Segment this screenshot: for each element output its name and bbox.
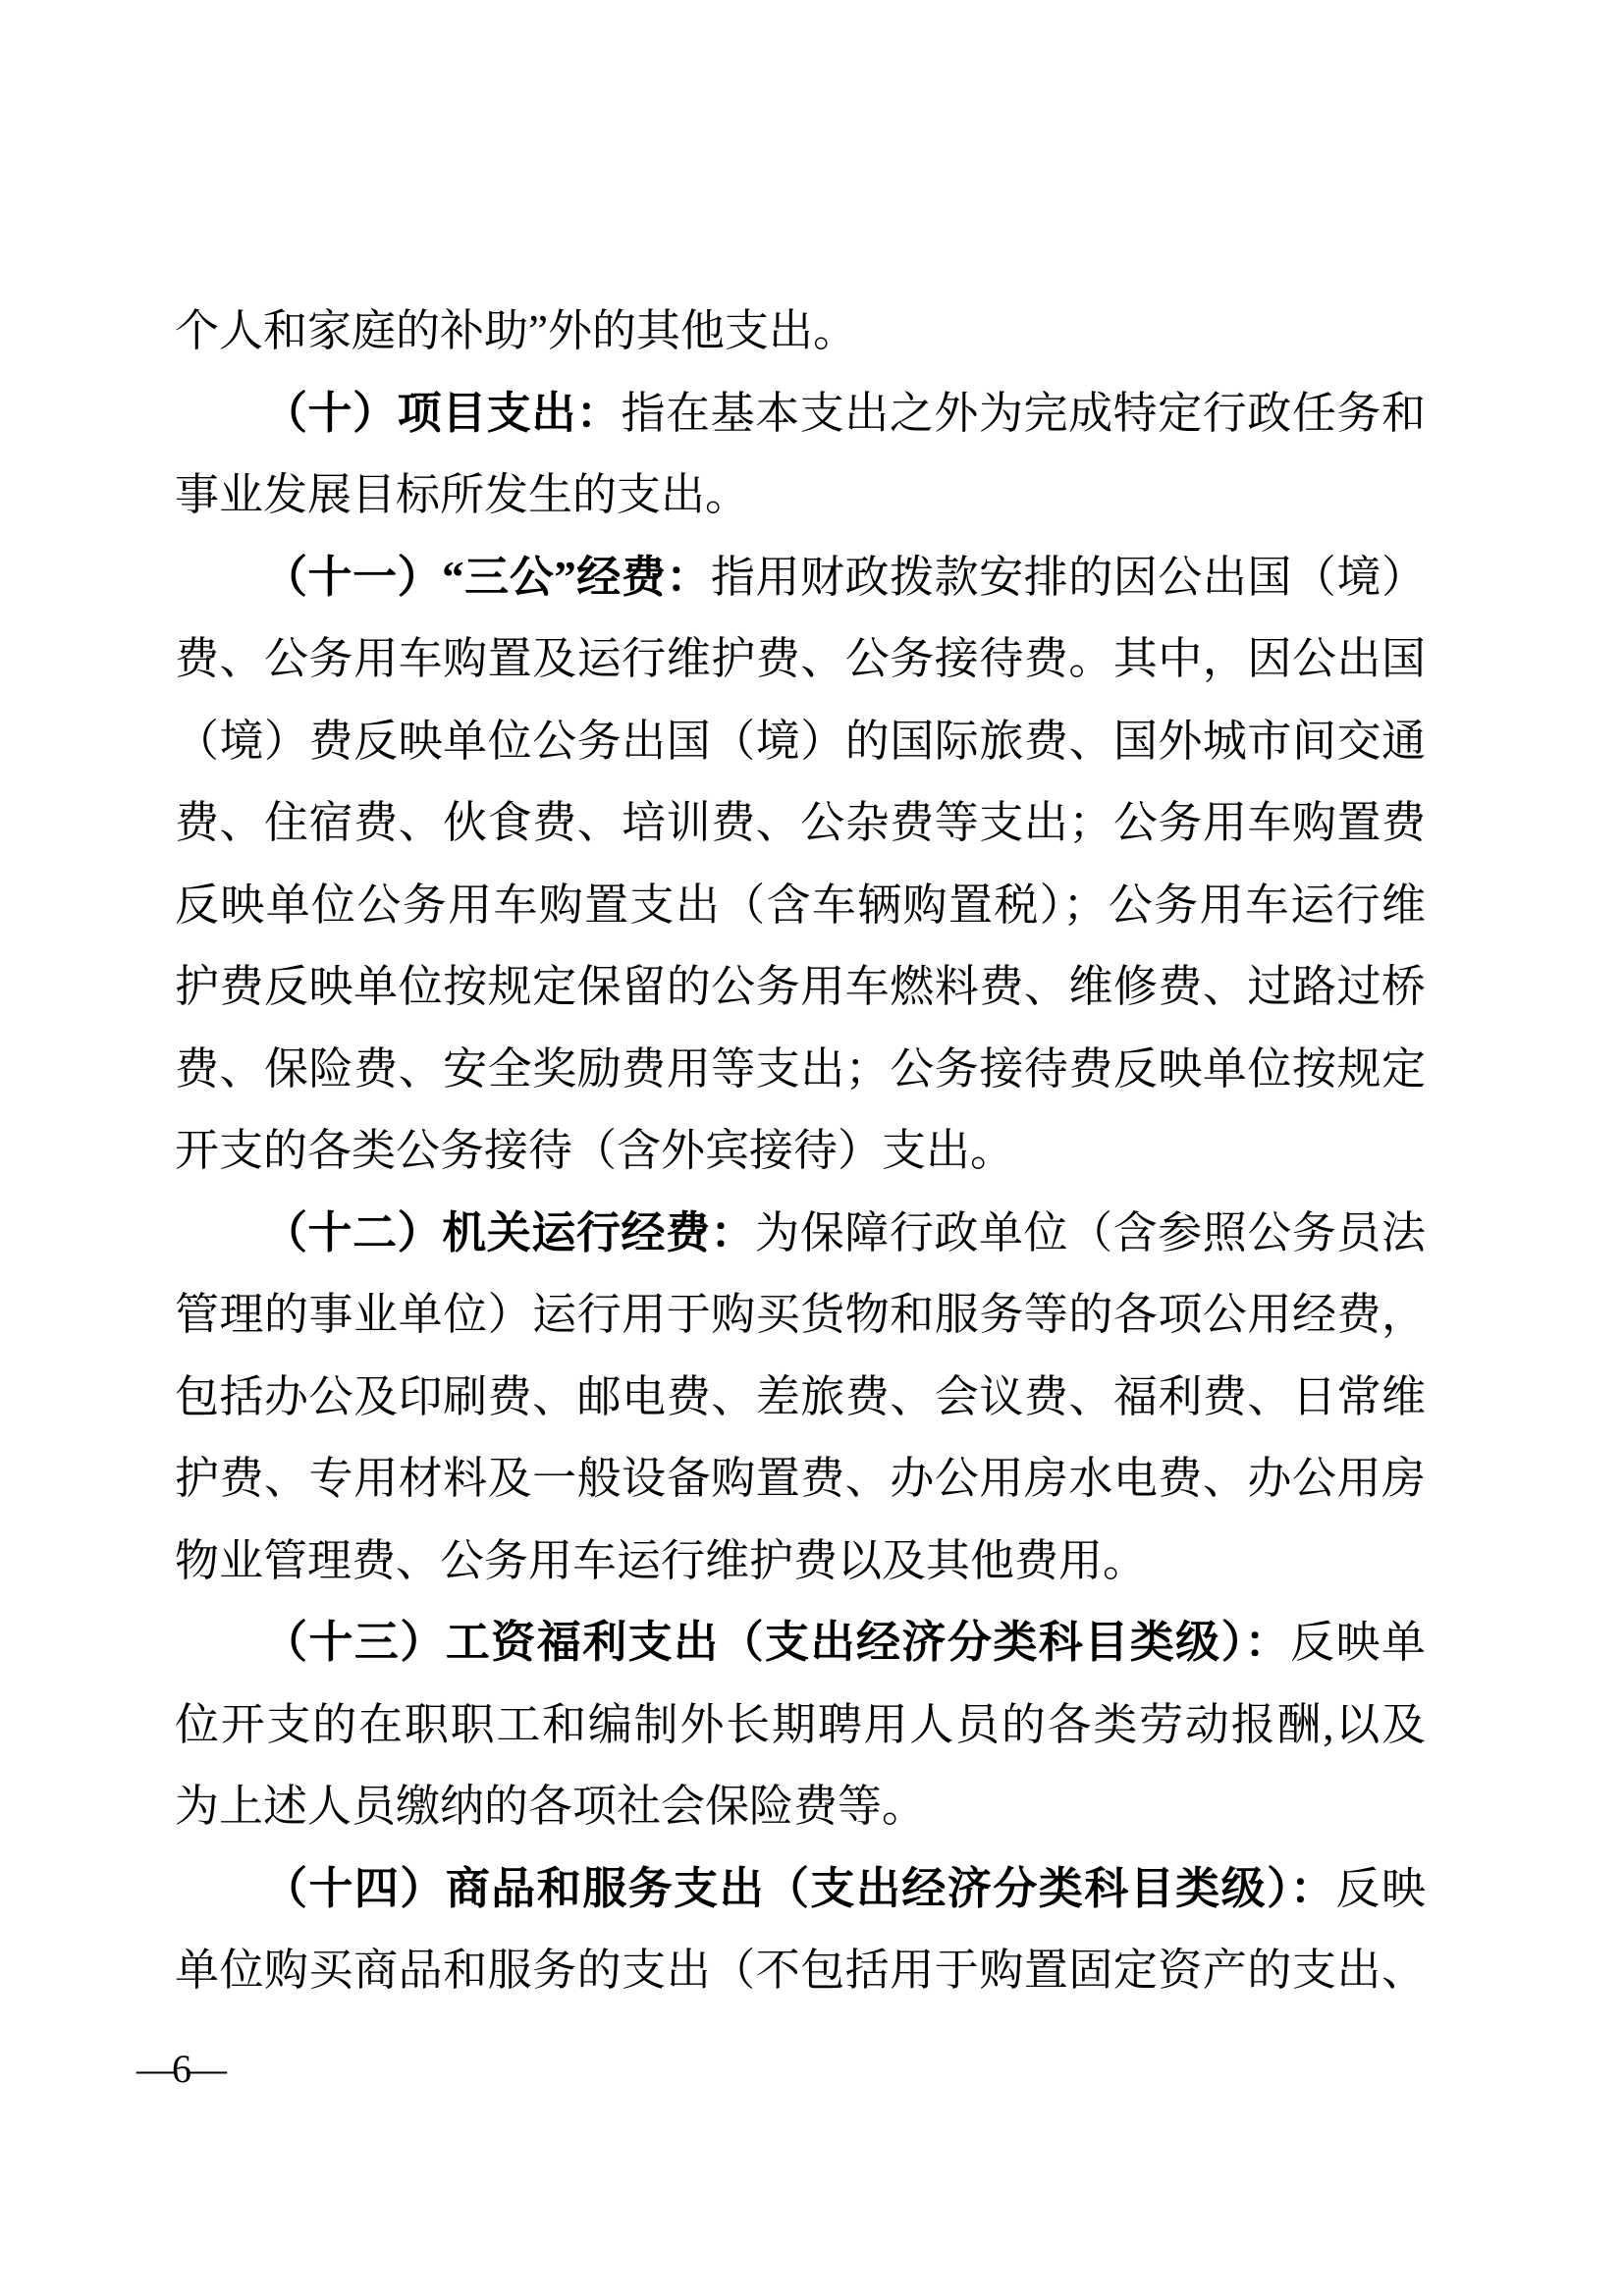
- text-segment: 为保障行政单位（含参照公务员法: [755, 1207, 1426, 1257]
- text-segment: 护费、专用材料及一般设备购置费、办公用房水电费、办公用房: [175, 1454, 1426, 1503]
- text-line: [175, 1848, 1426, 1931]
- text-segment-bold: （十三）工资福利支出（支出经济分类科目类级）：: [263, 1618, 1291, 1667]
- text-line: [175, 782, 1426, 865]
- text-line: [175, 1193, 1426, 1275]
- text-line: [175, 1521, 1426, 1603]
- page-number: —6—: [136, 2047, 223, 2091]
- text-segment: 管理的事业单位）运行用于购买货物和服务等的各项公用经费，: [175, 1290, 1426, 1339]
- text-line: [175, 1357, 1426, 1439]
- text-segment: 反映单位公务用车购置支出（含车辆购置税）；公务用车运行维: [175, 880, 1426, 930]
- text-line: [175, 865, 1426, 947]
- text-line: [175, 1029, 1426, 1111]
- text-segment-bold: （十四）商品和服务支出（支出经济分类科目类级）：: [263, 1863, 1336, 1913]
- text-line: [175, 701, 1426, 783]
- text-line: [175, 454, 1426, 537]
- text-segment: 物业管理费、公务用车运行维护费以及其他费用。: [175, 1535, 1148, 1585]
- text-line: [175, 1930, 1426, 2012]
- text-segment: 护费反映单位按规定保留的公务用车燃料费、维修费、过路过桥: [175, 962, 1426, 1011]
- text-body: [175, 291, 1426, 2012]
- text-segment: 费、公务用车购置及运行维护费、公务接待费。其中，因公出国: [175, 634, 1426, 683]
- text-segment-bold: （十）项目支出：: [263, 388, 622, 438]
- text-line: [175, 1274, 1426, 1357]
- text-segment: 包括办公及印刷费、邮电费、差旅费、会议费、福利费、日常维: [175, 1371, 1426, 1421]
- text-segment: 事业发展目标所发生的支出。: [175, 470, 750, 519]
- text-segment-bold: （十二）机关运行经费：: [263, 1207, 756, 1257]
- text-line: [175, 1438, 1426, 1521]
- text-line: [175, 291, 1426, 373]
- text-segment: 费、保险费、安全奖励费用等支出；公务接待费反映单位按规定: [175, 1043, 1426, 1094]
- text-segment: 为上述人员缴纳的各项社会保险费等。: [175, 1782, 927, 1831]
- text-line: [175, 537, 1426, 619]
- text-segment: （境）费反映单位公务出国（境）的国际旅费、国外城市间交通: [175, 716, 1426, 766]
- text-segment: 费、住宿费、伙食费、培训费、公杂费等支出；公务用车购置费: [175, 798, 1426, 847]
- text-line: [175, 1684, 1426, 1767]
- text-line: [175, 1766, 1426, 1848]
- text-line: [175, 1602, 1426, 1684]
- text-segment: 开支的各类公务接待（含外宾接待）支出。: [175, 1126, 1015, 1175]
- text-segment: 单位购买商品和服务的支出（不包括用于购置固定资产的支出、: [175, 1946, 1426, 1995]
- text-segment: 反映单: [1290, 1618, 1426, 1667]
- text-segment: 个人和家庭的补助”外的其他支出。: [175, 306, 857, 355]
- text-segment: 指用财政拨款安排的因公出国（境）: [710, 552, 1426, 602]
- text-line: [175, 373, 1426, 455]
- text-line: [175, 618, 1426, 701]
- text-line: [175, 1110, 1426, 1193]
- text-segment: 反映: [1335, 1863, 1426, 1913]
- text-segment-bold: （十一）“三公”经费：: [263, 552, 711, 602]
- text-line: [175, 946, 1426, 1029]
- text-segment: 位开支的在职职工和编制外长期聘用人员的各类劳动报酬,以及: [175, 1699, 1426, 1749]
- text-segment: 指在基本支出之外为完成特定行政任务和: [621, 388, 1426, 438]
